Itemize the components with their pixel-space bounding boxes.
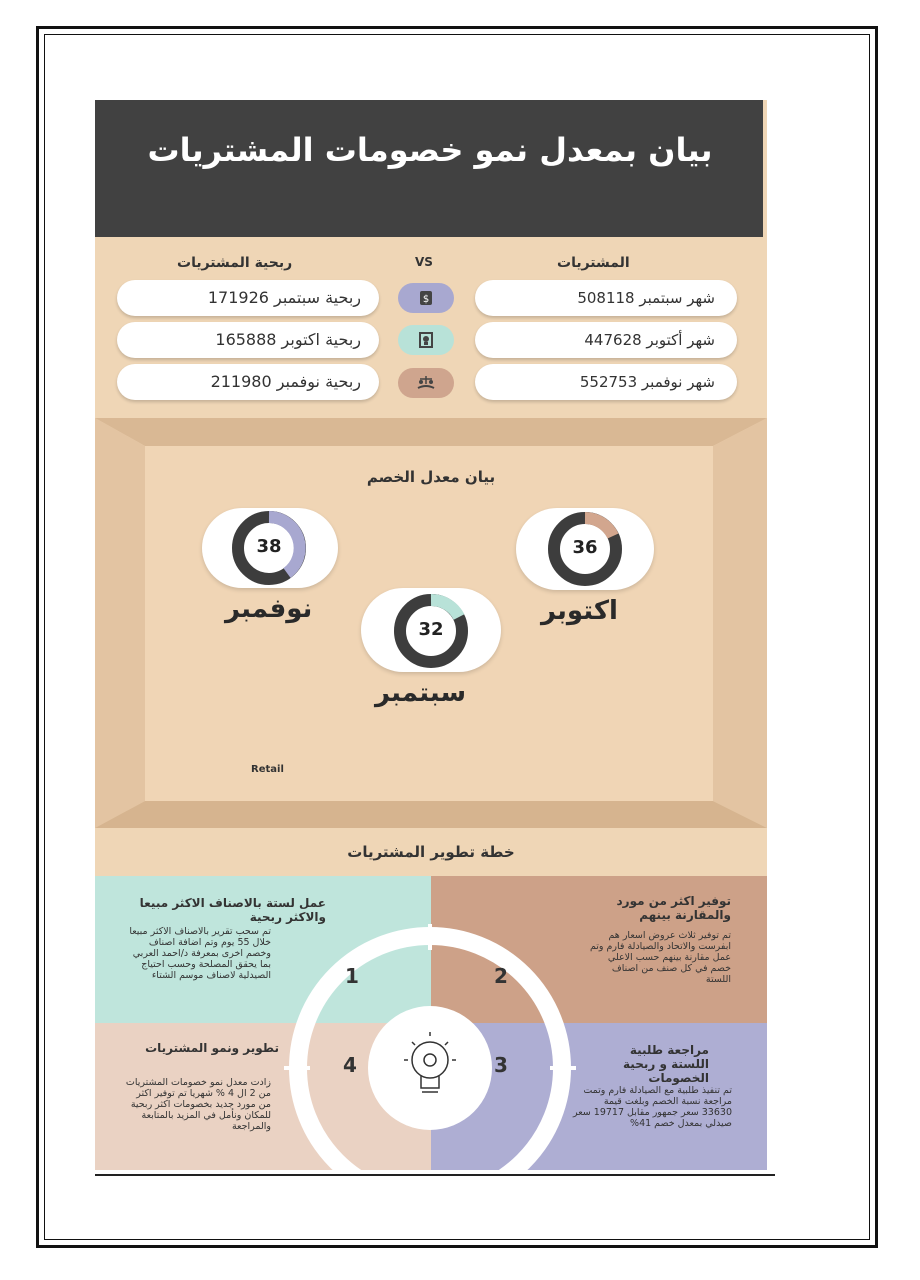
quadrant-1-number: 1 bbox=[345, 964, 359, 988]
quadrant-4-body: زادت معدل نمو خصومات المشتريات من 2 ال 4 % شهريا تم توفير اكثر من مورد جديد بخصومات اكثر ربحية للمكان ونأمل في المزيد بالمتابعة والمراجعة bbox=[125, 1077, 271, 1132]
certificate-icon bbox=[398, 325, 454, 355]
purchases-september-pill: شهر سبتمبر 508118 bbox=[475, 280, 737, 316]
quadrant-2-title: توفير اكثر من مورد والمقارنة بينهم bbox=[616, 894, 731, 922]
profit-october-pill: ربحية اكتوبر 165888 bbox=[117, 322, 379, 358]
donut-november bbox=[205, 510, 333, 586]
quadrant-3-body: تم تنفيذ طلبية مع الصيادلة فارم وتمت مراجعة نسبة الخصم وبلغت قيمة 33630 سعر جمهور مقابل 19717 سعر صيدلي بمعدل خصم 41% bbox=[572, 1085, 732, 1129]
plan-cycle-diagram bbox=[270, 920, 590, 1170]
quadrant-2-number: 2 bbox=[494, 964, 508, 988]
quadrant-2-body: تم توفير ثلاث عروض اسعار هم ابفرست والاتحاد والصيادلة فارم وتم عمل مقارنة بينهم حسب الاعلي خصم في كل صنف من اصناف اللستة bbox=[589, 930, 731, 985]
svg-text:$: $ bbox=[422, 294, 430, 305]
profit-column-header: ربحية المشتريات bbox=[177, 255, 293, 271]
profit-november-pill: ربحية نوفمبر 211980 bbox=[117, 364, 379, 400]
donut-september bbox=[366, 592, 496, 670]
purchases-november-pill: شهر نوفمبر 552753 bbox=[475, 364, 737, 400]
bottom-rule bbox=[95, 1174, 775, 1176]
scale-hand-icon bbox=[398, 368, 454, 398]
quadrant-4-title: تطوير ونمو المشتريات bbox=[145, 1041, 279, 1055]
donut-october-value: 36 bbox=[572, 537, 598, 558]
month-october-label: اكتوبر bbox=[541, 596, 618, 626]
page-title: بيان بمعدل نمو خصومات المشتريات bbox=[147, 131, 713, 169]
quadrant-1-body: تم سحب تقرير بالاصناف الاكثر مبيعا خلال 55 يوم وتم اضافة اصناف وخصم اخرى بمعرفة د/احمد العربي بما يحقق المصلحة وحسب احتياج الصيدلية لاصناف موسم الشتاء bbox=[129, 926, 271, 981]
donut-september-value: 32 bbox=[418, 619, 444, 640]
donut-november-value: 38 bbox=[256, 536, 282, 557]
quadrant-3-number: 3 bbox=[494, 1053, 508, 1077]
plan-heading: خطة تطوير المشتريات bbox=[347, 843, 515, 861]
quadrant-1-title: عمل لستة بالاصناف الاكثر مبيعا والاكثر ربحية bbox=[139, 896, 326, 924]
dollar-icon bbox=[398, 283, 454, 313]
month-september-label: سبتمبر bbox=[375, 678, 467, 708]
donut-october bbox=[521, 511, 649, 587]
discount-heading: بيان معدل الخصم bbox=[366, 468, 496, 486]
quadrant-3-title: مراجعة طلبية اللستة و ربحية الخصومات bbox=[623, 1043, 709, 1085]
title-bar bbox=[95, 100, 763, 237]
purchases-column-header: المشتريات bbox=[557, 255, 630, 271]
infographic bbox=[95, 100, 767, 1170]
month-november-label: نوفمبر bbox=[225, 594, 313, 624]
vs-label: VS bbox=[415, 255, 433, 269]
profit-september-pill: ربحية سبتمبر 171926 bbox=[117, 280, 379, 316]
quadrant-4-number: 4 bbox=[343, 1053, 357, 1077]
purchases-october-pill: شهر أكتوبر 447628 bbox=[475, 322, 737, 358]
retail-label: Retail bbox=[251, 764, 284, 775]
